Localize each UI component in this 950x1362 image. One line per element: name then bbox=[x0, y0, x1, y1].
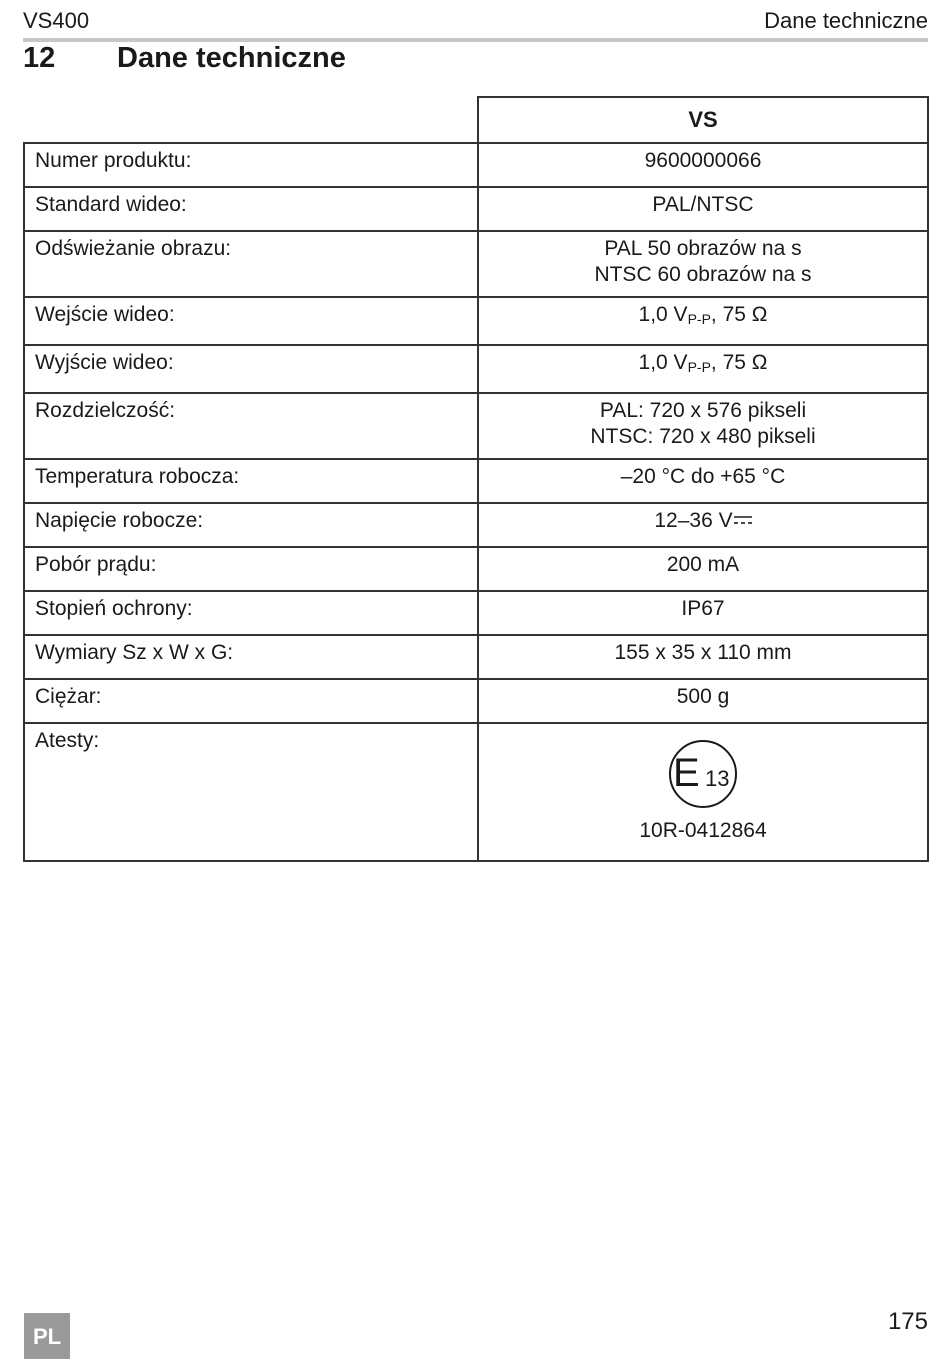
row-label: Ciężar: bbox=[24, 679, 478, 723]
row-value bbox=[478, 723, 928, 861]
value-line: NTSC: 720 x 480 pikseli bbox=[590, 425, 816, 448]
table-row bbox=[24, 547, 928, 591]
dc-current-icon bbox=[734, 515, 752, 525]
row-label: Standard wideo: bbox=[24, 187, 478, 231]
row-value bbox=[478, 297, 928, 345]
value-line: PAL 50 obrazów na s bbox=[604, 237, 802, 260]
header-model: VS400 bbox=[23, 8, 90, 33]
row-value bbox=[478, 393, 928, 459]
table-row bbox=[24, 231, 928, 297]
row-label: Napięcie robocze: bbox=[24, 503, 478, 547]
section-title: Dane techniczne bbox=[117, 42, 346, 74]
value-text: 12–36 V bbox=[654, 509, 733, 532]
value-line: NTSC 60 obrazów na s bbox=[594, 263, 812, 286]
row-value: –20 °C do +65 °C bbox=[478, 459, 928, 503]
value-subscript: P-P bbox=[687, 359, 711, 375]
table-row bbox=[24, 635, 928, 679]
row-value: 500 g bbox=[478, 679, 928, 723]
e-mark-icon bbox=[667, 738, 739, 810]
page-number: 175 bbox=[887, 1308, 928, 1335]
row-label: Odświeżanie obrazu: bbox=[24, 231, 478, 297]
table-row bbox=[24, 679, 928, 723]
row-label: Temperatura robocza: bbox=[24, 459, 478, 503]
row-value: 155 x 35 x 110 mm bbox=[478, 635, 928, 679]
column-header: VS bbox=[478, 97, 928, 143]
section-heading bbox=[23, 42, 346, 75]
value-main: 1,0 V bbox=[638, 303, 688, 326]
table-row bbox=[24, 297, 928, 345]
empty-header-cell bbox=[24, 97, 478, 143]
row-value: 200 mA bbox=[478, 547, 928, 591]
row-value bbox=[478, 231, 928, 297]
row-label: Wejście wideo: bbox=[24, 297, 478, 345]
row-label: Atesty: bbox=[24, 723, 478, 861]
row-value bbox=[478, 345, 928, 393]
table-row bbox=[24, 591, 928, 635]
table-row bbox=[24, 393, 928, 459]
row-label: Numer produktu: bbox=[24, 143, 478, 187]
row-label: Wyjście wideo: bbox=[24, 345, 478, 393]
table-row bbox=[24, 345, 928, 393]
table-row bbox=[24, 187, 928, 231]
e-mark-number: 13 bbox=[705, 766, 730, 791]
table-row bbox=[24, 723, 928, 861]
table-row bbox=[24, 143, 928, 187]
value-rest: , 75 Ω bbox=[710, 351, 768, 374]
row-label: Rozdzielczość: bbox=[24, 393, 478, 459]
row-value: IP67 bbox=[478, 591, 928, 635]
row-value: PAL/NTSC bbox=[478, 187, 928, 231]
table-row bbox=[24, 459, 928, 503]
table-header-row bbox=[24, 97, 928, 143]
row-label: Stopień ochrony: bbox=[24, 591, 478, 635]
row-value: 9600000066 bbox=[478, 143, 928, 187]
value-line: PAL: 720 x 576 pikseli bbox=[599, 399, 807, 422]
e-mark-letter: E bbox=[673, 751, 700, 795]
value-rest: , 75 Ω bbox=[710, 303, 768, 326]
page-header bbox=[23, 6, 928, 42]
certificate-number: 10R-0412864 bbox=[639, 819, 767, 842]
section-number: 12 bbox=[23, 42, 56, 74]
table-row bbox=[24, 503, 928, 547]
value-main: 1,0 V bbox=[638, 351, 688, 374]
row-value bbox=[478, 503, 928, 547]
row-label: Pobór prądu: bbox=[24, 547, 478, 591]
spec-table bbox=[23, 96, 929, 862]
header-chapter: Dane techniczne bbox=[764, 8, 928, 33]
row-label: Wymiary Sz x W x G: bbox=[24, 635, 478, 679]
language-badge: PL bbox=[24, 1313, 70, 1359]
value-subscript: P-P bbox=[687, 311, 711, 327]
